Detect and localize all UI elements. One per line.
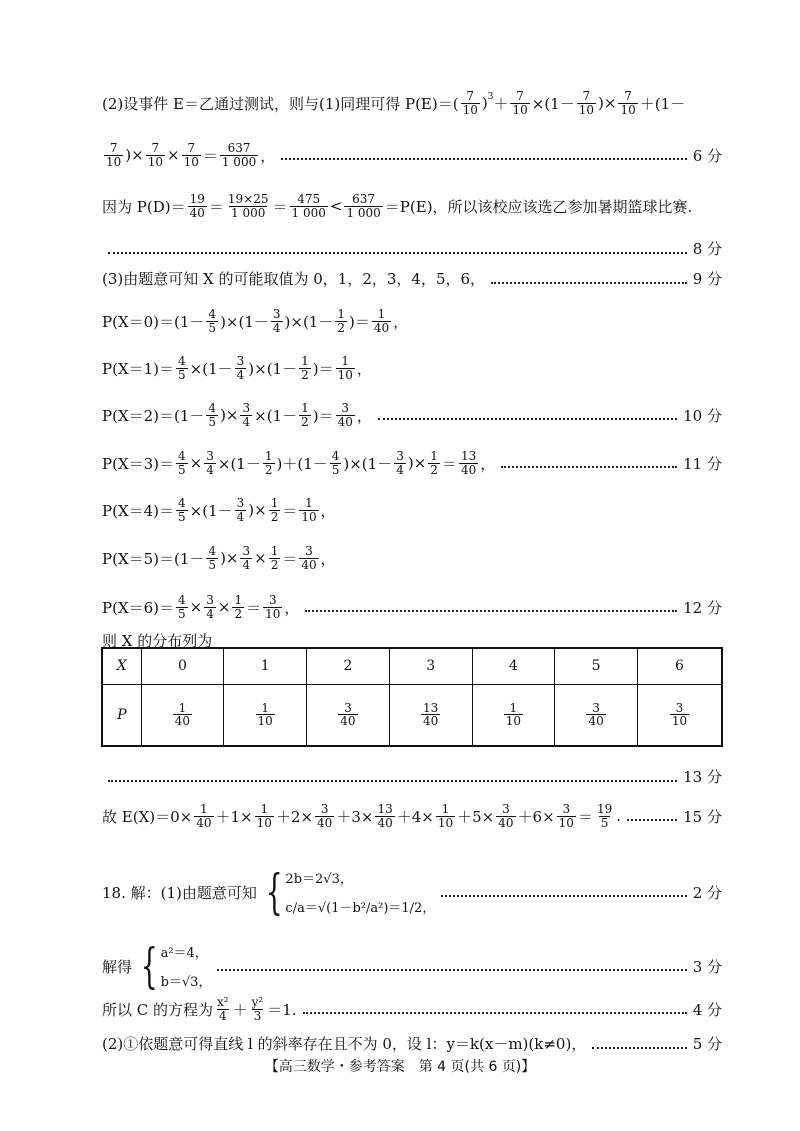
text-segment: ) xyxy=(481,94,488,113)
fraction: $\frac{3}{4}$ xyxy=(206,593,214,621)
text-segment: (2)设事件 E＝乙通过测试，则与(1)同理可得 P(E)＝( xyxy=(102,94,459,113)
text-segment: ， xyxy=(480,454,496,473)
text-segment: )＝ xyxy=(349,312,370,331)
fraction: $\frac{1}{2}$ xyxy=(301,401,309,429)
text-segment: )× xyxy=(407,454,427,473)
fraction: $\frac{7}{10}$ xyxy=(620,89,636,117)
text-segment: ， xyxy=(284,598,300,617)
line-expression xyxy=(102,308,408,334)
dot-leader xyxy=(491,282,687,284)
line-expression xyxy=(102,545,336,571)
fraction: $\frac{3}{4}$ xyxy=(272,307,281,335)
dot-leader xyxy=(501,466,677,468)
fraction: $\frac{1}{10}$ xyxy=(301,496,317,524)
table-header-cell: 5 xyxy=(555,648,638,684)
fraction: $\frac{1}{2}$ xyxy=(337,307,345,335)
text-segment: 解得 xyxy=(102,957,133,976)
fraction: $\frac{7}{10}$ xyxy=(106,141,122,169)
text-segment: × xyxy=(189,454,203,473)
text-segment: ×(1－ xyxy=(189,501,233,520)
text-segment: (3)由题意可知 X 的可能取值为 0，1，2，3，4，5，6， xyxy=(102,270,486,288)
answer-line xyxy=(102,1033,722,1054)
line-expression xyxy=(102,90,685,116)
fraction: $\frac{4}{5}$ xyxy=(208,307,217,335)
probability-fraction: $\frac{3}{10}$ xyxy=(671,700,688,729)
equation-system: { 2b＝2√3， c/a＝√(1－b²/a²)＝1/2， xyxy=(265,864,436,920)
answer-line xyxy=(102,268,722,289)
system-row: b＝√3， xyxy=(160,975,212,990)
fraction: $\frac{\text{y²}}{3}$ xyxy=(251,995,264,1023)
text-segment: × xyxy=(166,146,180,165)
answer-line xyxy=(102,803,722,829)
line-expression xyxy=(102,594,299,620)
line-expression xyxy=(102,142,275,168)
table-cell xyxy=(307,684,390,746)
probability-fraction: $\frac{3}{40}$ xyxy=(588,700,604,729)
probability-fraction: $\frac{1}{10}$ xyxy=(505,700,522,729)
score-label: 12 分 xyxy=(683,598,722,617)
text-segment: ， xyxy=(320,549,336,568)
text-segment: )× xyxy=(248,501,267,520)
line-expression xyxy=(102,450,495,476)
answer-line xyxy=(102,193,722,219)
dot-leader xyxy=(378,418,677,420)
answer-line xyxy=(102,402,722,428)
line-expression xyxy=(102,938,212,994)
text-segment: )×(1－ xyxy=(284,312,334,331)
dot-leader xyxy=(441,895,686,897)
text-segment: P(X＝0)＝(1－ xyxy=(102,312,205,331)
answer-line xyxy=(102,545,722,571)
equation-system: { a²＝4， b＝√3， xyxy=(140,938,212,994)
text-segment: ×(1－ xyxy=(254,406,298,425)
table-header-cell: X xyxy=(102,648,141,684)
answer-line xyxy=(102,308,722,334)
fraction: $\frac{4}{5}$ xyxy=(178,354,186,382)
text-segment: ＝ xyxy=(202,146,218,165)
answer-line xyxy=(102,450,722,476)
answer-line xyxy=(102,766,722,787)
fraction: $\frac{3}{40}$ xyxy=(337,401,353,429)
text-segment: ＋1× xyxy=(215,807,253,826)
distribution-table xyxy=(101,647,723,747)
text-segment: ＋(1－ xyxy=(639,94,686,113)
text-segment: × xyxy=(254,549,267,568)
text-segment: 因为 P(D)＝ xyxy=(102,197,186,216)
line-expression xyxy=(102,355,372,381)
score-label: 6 分 xyxy=(692,146,722,165)
table-cell xyxy=(472,684,555,746)
text-segment: ×(1－ xyxy=(189,359,233,378)
fraction: $\frac{1}{40}$ xyxy=(196,802,212,830)
fraction: $\frac{4}{5}$ xyxy=(208,544,217,572)
dot-leader xyxy=(592,1047,686,1049)
text-segment: )× xyxy=(598,94,617,113)
text-segment: ＝ xyxy=(272,197,288,216)
table-header-cell: 3 xyxy=(389,648,472,684)
text-segment: ＝ xyxy=(282,501,298,520)
text-segment: × xyxy=(217,598,231,617)
probability-fraction: $\frac{1}{40}$ xyxy=(174,700,191,729)
fraction: $\frac{19}{5}$ xyxy=(596,802,613,830)
fraction: $\frac{637}{1 000}$ xyxy=(346,192,381,220)
score-label: 10 分 xyxy=(683,406,722,425)
fraction: $\frac{7}{10}$ xyxy=(147,141,163,169)
fraction: $\frac{3}{40}$ xyxy=(317,802,333,830)
answer-line xyxy=(102,594,722,620)
table-cell xyxy=(224,684,307,746)
text-segment: ＋4× xyxy=(396,807,434,826)
fraction: $\frac{637}{1 000}$ xyxy=(221,141,257,169)
probability-fraction: $\frac{13}{40}$ xyxy=(423,700,439,729)
fraction: $\frac{7}{10}$ xyxy=(512,89,528,117)
text-segment: ＋2× xyxy=(275,807,314,826)
line-expression xyxy=(102,864,436,920)
fraction: $\frac{3}{4}$ xyxy=(236,496,245,524)
system-row: 2b＝2√3， xyxy=(285,872,353,887)
fraction: $\frac{1}{10}$ xyxy=(437,802,454,830)
line-expression xyxy=(102,497,336,523)
fraction: $\frac{4}{5}$ xyxy=(178,496,186,524)
table-cell xyxy=(141,684,224,746)
fraction: $\frac{7}{10}$ xyxy=(462,89,478,117)
text-segment: P(X＝2)＝(1－ xyxy=(102,406,205,425)
text-segment: ＋ xyxy=(493,94,509,113)
answer-line xyxy=(102,90,722,116)
score-label: 3 分 xyxy=(692,957,722,976)
line-expression xyxy=(102,803,621,829)
table-row-label: P xyxy=(102,684,141,746)
text-segment: P(X＝3)＝ xyxy=(102,454,175,473)
answer-line xyxy=(102,355,722,381)
fraction: $\frac{19\times 25}{1 000}$ xyxy=(227,192,269,220)
system-row: c/a＝√(1－b²/a²)＝1/2， xyxy=(285,901,436,916)
text-segment: 故 E(X)＝0× xyxy=(102,807,193,826)
fraction: $\frac{1}{2}$ xyxy=(264,449,273,477)
table-cell xyxy=(637,684,722,746)
fraction: $\frac{1}{10}$ xyxy=(337,354,353,382)
score-label: 8 分 xyxy=(692,240,722,258)
text-segment: )×(1－ xyxy=(220,312,269,331)
score-label: 5 分 xyxy=(692,1035,722,1053)
fraction: $\frac{3}{4}$ xyxy=(206,449,214,477)
text-segment: ＋5× xyxy=(457,807,495,826)
dot-leader xyxy=(303,1012,687,1014)
text-segment: )× xyxy=(125,146,144,165)
score-label: 2 分 xyxy=(692,883,722,902)
fraction: $\frac{4}{5}$ xyxy=(331,449,340,477)
text-segment: 3 xyxy=(487,92,494,103)
fraction: $\frac{3}{4}$ xyxy=(396,449,404,477)
text-segment: 所以 C 的方程为 xyxy=(102,1000,214,1019)
fraction: $\frac{1}{2}$ xyxy=(270,544,279,572)
fraction: $\frac{7}{10}$ xyxy=(183,141,199,169)
table-header-cell: 1 xyxy=(224,648,307,684)
text-segment: ＝ xyxy=(208,197,224,216)
text-segment: . xyxy=(616,807,622,826)
text-segment: ＝ xyxy=(577,807,593,826)
text-segment: ， xyxy=(320,501,336,520)
text-segment: ＝ xyxy=(246,598,262,617)
score-label: 9 分 xyxy=(692,270,722,288)
fraction: $\frac{19}{40}$ xyxy=(189,192,205,220)
text-segment: ＋6× xyxy=(517,807,555,826)
text-segment: P(X＝6)＝ xyxy=(102,598,175,617)
answer-line xyxy=(102,996,722,1022)
probability-fraction: $\frac{1}{10}$ xyxy=(257,700,273,729)
answer-line xyxy=(102,864,722,920)
text-segment: ＋3× xyxy=(336,807,374,826)
table-row xyxy=(102,684,722,746)
fraction: $\frac{3}{10}$ xyxy=(558,802,574,830)
fraction: $\frac{1}{10}$ xyxy=(256,802,272,830)
table-header-cell: 0 xyxy=(141,648,224,684)
text-segment: ×(1－ xyxy=(217,454,261,473)
text-segment: )＋(1－ xyxy=(276,454,328,473)
table-header-cell: 6 xyxy=(637,648,722,684)
fraction: $\frac{3}{4}$ xyxy=(242,401,251,429)
text-segment: ＝1. xyxy=(267,1000,297,1019)
fraction: $\frac{3}{40}$ xyxy=(498,802,514,830)
answer-line xyxy=(102,142,722,168)
table-cell xyxy=(389,684,472,746)
answer-line xyxy=(102,497,722,523)
text-segment: P(X＝5)＝(1－ xyxy=(102,549,205,568)
dot-leader xyxy=(108,252,687,254)
fraction: $\frac{1}{40}$ xyxy=(373,307,390,335)
table-header-cell: 2 xyxy=(307,648,390,684)
line-expression xyxy=(102,996,297,1022)
answer-line xyxy=(102,938,722,994)
text-segment: ， xyxy=(260,146,276,165)
text-segment: )＝ xyxy=(312,359,334,378)
fraction: $\frac{3}{40}$ xyxy=(301,544,317,572)
text-segment: ， xyxy=(356,406,372,425)
dot-leader xyxy=(281,158,686,160)
fraction: $\frac{4}{5}$ xyxy=(208,401,217,429)
text-segment: × xyxy=(189,598,203,617)
text-segment: ＝ xyxy=(282,549,298,568)
line-expression xyxy=(102,402,372,428)
fraction: $\frac{1}{2}$ xyxy=(430,449,438,477)
fraction: $\frac{13}{40}$ xyxy=(377,802,393,830)
dot-leader xyxy=(108,780,677,782)
text-segment: )＝ xyxy=(312,406,334,425)
fraction: $\frac{1}{2}$ xyxy=(301,354,309,382)
system-row: a²＝4， xyxy=(160,946,208,961)
fraction: $\frac{7}{10}$ xyxy=(578,89,595,117)
text-segment: P(X＝1)＝ xyxy=(102,359,175,378)
fraction: $\frac{3}{4}$ xyxy=(236,354,245,382)
line-expression xyxy=(102,193,692,219)
text-segment: )× xyxy=(220,549,239,568)
fraction: $\frac{\text{x²}}{4}$ xyxy=(217,995,229,1023)
text-segment: ＝P(E)，所以该校应该选乙参加暑期篮球比赛. xyxy=(384,197,693,216)
text-segment: )×(1－ xyxy=(248,359,298,378)
answer-line xyxy=(102,238,722,259)
text-segment: ， xyxy=(356,359,372,378)
fraction: $\frac{1}{2}$ xyxy=(234,593,243,621)
fraction: $\frac{1}{2}$ xyxy=(270,496,279,524)
text-segment: ， xyxy=(393,312,409,331)
line-expression xyxy=(102,1033,586,1054)
score-label: 13 分 xyxy=(683,768,722,786)
text-segment: ×(1－ xyxy=(531,94,575,113)
table-cell xyxy=(555,684,638,746)
text-segment: ＝ xyxy=(441,454,457,473)
fraction: $\frac{4}{5}$ xyxy=(178,593,186,621)
fraction: $\frac{3}{10}$ xyxy=(265,593,281,621)
text-segment: ＋ xyxy=(232,1000,248,1019)
fraction: $\frac{475}{1 000}$ xyxy=(291,192,326,220)
text-segment: (2)①依题意可得直线 l 的斜率存在且不为 0，设 l：y＝k(x－m)(k≠0)， xyxy=(102,1035,587,1053)
page-footer: 【高三数学・参考答案 第 4 页(共 6 页)】 xyxy=(264,1059,536,1075)
table-header-cell: 4 xyxy=(472,648,555,684)
text-segment: P(X＝4)＝ xyxy=(102,501,175,520)
score-label: 11 分 xyxy=(683,454,722,473)
dot-leader xyxy=(305,610,677,612)
fraction: $\frac{4}{5}$ xyxy=(178,449,186,477)
probability-fraction: $\frac{3}{40}$ xyxy=(340,700,356,729)
text-segment: )×(1－ xyxy=(343,454,393,473)
text-segment: 则 X 的分布列为 xyxy=(102,632,213,650)
line-expression xyxy=(102,268,485,289)
score-label: 4 分 xyxy=(692,1000,722,1019)
dot-leader xyxy=(217,969,686,971)
table-header-row xyxy=(102,648,722,684)
text-segment: 18. 解：(1)由题意可知 xyxy=(102,883,257,902)
text-segment: < xyxy=(329,197,343,216)
text-segment: )× xyxy=(220,406,239,425)
dot-leader xyxy=(627,819,677,821)
fraction: $\frac{13}{40}$ xyxy=(460,449,477,477)
score-label: 15 分 xyxy=(683,807,722,826)
fraction: $\frac{3}{4}$ xyxy=(242,544,251,572)
